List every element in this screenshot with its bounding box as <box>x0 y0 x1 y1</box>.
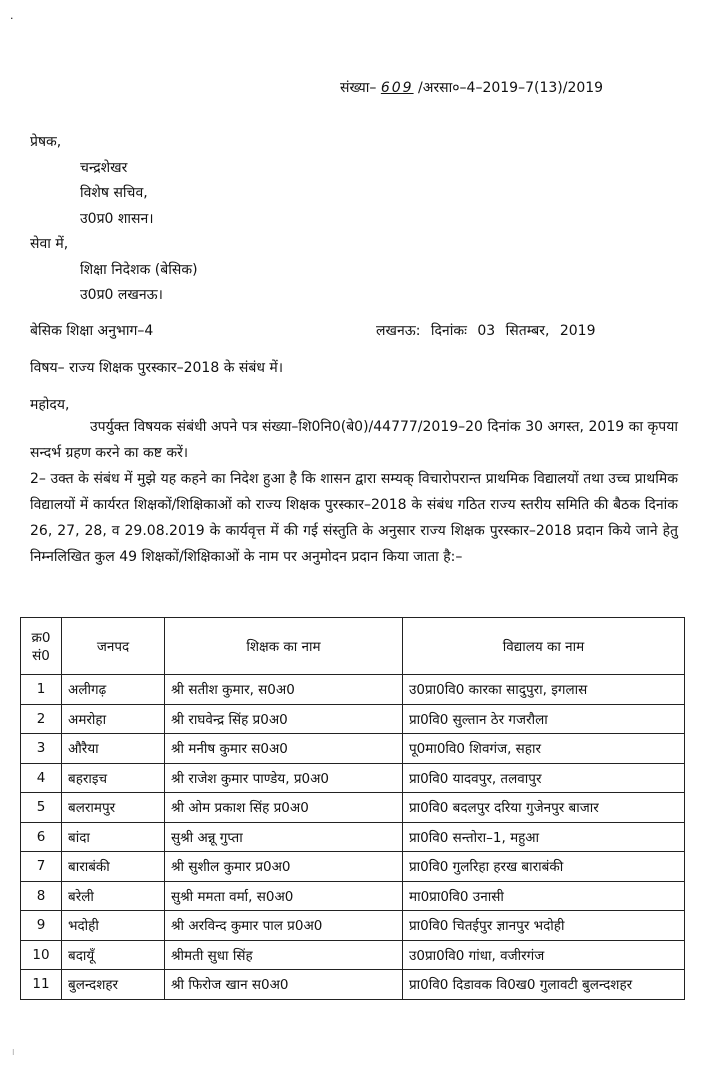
district-cell: अलीगढ़ <box>62 675 165 705</box>
table-row <box>21 970 685 1000</box>
table-row <box>21 881 685 911</box>
district-cell: अमरोहा <box>62 704 165 734</box>
ref-number: 609 <box>380 80 414 96</box>
school-cell: मा0प्रा0वि0 उनासी <box>403 881 685 911</box>
school-cell: प्रा0वि0 दिडावक वि0ख0 गुलावटी बुलन्दशहर <box>403 970 685 1000</box>
reference-number <box>340 78 603 97</box>
serial-cell: 11 <box>21 970 62 1000</box>
header-teacher: शिक्षक का नाम <box>165 618 403 675</box>
header-district: जनपद <box>62 618 165 675</box>
serial-cell: 8 <box>21 881 62 911</box>
scan-mark-dot: · <box>10 12 14 25</box>
school-cell: प्रा0वि0 गुलरिहा हरख बाराबंकी <box>403 852 685 882</box>
table-row <box>21 704 685 734</box>
teacher-cell: श्री ओम प्रकाश सिंह प्र0अ0 <box>165 793 403 823</box>
teacher-cell: सुश्री ममता वर्मा, स0अ0 <box>165 881 403 911</box>
serial-cell: 2 <box>21 704 62 734</box>
recipient-label: सेवा में, <box>30 236 69 252</box>
table-row <box>21 763 685 793</box>
salutation: महोदय, <box>30 397 70 413</box>
teacher-cell: श्रीमती सुधा सिंह <box>165 940 403 970</box>
table-row <box>21 852 685 882</box>
table-header-row <box>21 618 685 675</box>
header-school: विद्यालय का नाम <box>403 618 685 675</box>
paragraph-1: उपर्युक्त विषयक संबंधी अपने पत्र संख्या–शि0नि0(बे0)/44777/2019–20 दिनांक 30 अगस्त, 2019 का कृपया सन्दर्भ ग्रहण करने का कष्ट करें। <box>30 419 678 461</box>
sender-office: उ0प्र0 शासन। <box>80 211 154 227</box>
teacher-cell: श्री राजेश कुमार पाण्डेय, प्र0अ0 <box>165 763 403 793</box>
table-row <box>21 734 685 764</box>
school-cell: प्रा0वि0 सुल्तान ठेर गजरौला <box>403 704 685 734</box>
school-cell: पू0मा0वि0 शिवगंज, सहार <box>403 734 685 764</box>
district-cell: बलरामपुर <box>62 793 165 823</box>
sender-designation: विशेष सचिव, <box>80 185 148 201</box>
teacher-cell: श्री मनीष कुमार स0अ0 <box>165 734 403 764</box>
district-cell: बाराबंकी <box>62 852 165 882</box>
district-cell: बरेली <box>62 881 165 911</box>
section-name: बेसिक शिक्षा अनुभाग–4 <box>30 323 154 339</box>
table-row <box>21 911 685 941</box>
sender-name: चन्द्रशेखर <box>80 160 128 176</box>
district-cell: औरैया <box>62 734 165 764</box>
table-row <box>21 940 685 970</box>
district-cell: बदायूँ <box>62 940 165 970</box>
school-cell: प्रा0वि0 चितईपुर ज्ञानपुर भदोही <box>403 911 685 941</box>
serial-cell: 4 <box>21 763 62 793</box>
serial-cell: 7 <box>21 852 62 882</box>
district-cell: भदोही <box>62 911 165 941</box>
teacher-cell: श्री सतीश कुमार, स0अ0 <box>165 675 403 705</box>
serial-cell: 10 <box>21 940 62 970</box>
scan-footer-mark: ⁝ <box>12 1048 15 1057</box>
teacher-cell: श्री सुशील कुमार प्र0अ0 <box>165 852 403 882</box>
district-cell: बहराइच <box>62 763 165 793</box>
school-cell: प्रा0वि0 बदलपुर दरिया गुजेनपुर बाजार <box>403 793 685 823</box>
teacher-cell: श्री अरविन्द कुमार पाल प्र0अ0 <box>165 911 403 941</box>
teacher-cell: सुश्री अन्नू गुप्ता <box>165 822 403 852</box>
school-cell: उ0प्रा0वि0 कारका सादुपुरा, इगलास <box>403 675 685 705</box>
district-cell: बुलन्दशहर <box>62 970 165 1000</box>
table-row <box>21 675 685 705</box>
paragraph-2: 2– उक्त के संबंध में मुझे यह कहने का निदेश हुआ है कि शासन द्वारा सम्यक् विचारोपरान्त प्राथमिक विद्यालयों तथा उच्च प्राथमिक विद्यालयों में कार्यरत शिक्षकों/शिक्षिकाओं को राज्य शिक्षक पुरस्कार–2018 के संबंध गठित राज्य स्तरीय समिति की बैठक दिनांक 26, 27, 28, व 29.08.2019 के कार्यवृत्त में की गई संस्तुति के अनुसार राज्य शिक्षक पुरस्कार–2018 प्रदान किये जाने हेतु निम्नलिखित कुल 49 शिक्षकों/शिक्षिकाओं के नाम पर अनुमोदन प्रदान किया जाता है:– <box>30 471 678 565</box>
sender-label: प्रेषक, <box>30 134 62 150</box>
serial-cell: 1 <box>21 675 62 705</box>
ref-suffix: /अरसा०–4–2019–7(13)/2019 <box>418 80 604 96</box>
place-date: लखनऊ: दिनांकः 03 सितम्बर, 2019 <box>376 323 596 339</box>
district-cell: बांदा <box>62 822 165 852</box>
school-cell: प्रा0वि0 सन्तोरा–1, महुआ <box>403 822 685 852</box>
table-row <box>21 793 685 823</box>
ref-prefix: संख्या– <box>340 80 377 96</box>
serial-cell: 5 <box>21 793 62 823</box>
serial-cell: 6 <box>21 822 62 852</box>
school-cell: प्रा0वि0 यादवपुर, तलवापुर <box>403 763 685 793</box>
teacher-list-table <box>20 617 685 1000</box>
teacher-cell: श्री राघवेन्द्र सिंह प्र0अ0 <box>165 704 403 734</box>
serial-cell: 9 <box>21 911 62 941</box>
recipient-place: उ0प्र0 लखनऊ। <box>80 287 163 303</box>
table-row <box>21 822 685 852</box>
header-serial: क्र0 सं0 <box>21 618 62 675</box>
serial-cell: 3 <box>21 734 62 764</box>
subject-line: विषय– राज्य शिक्षक पुरस्कार–2018 के संबंध में। <box>30 360 284 376</box>
recipient-designation: शिक्षा निदेशक (बेसिक) <box>80 262 198 278</box>
teacher-cell: श्री फिरोज खान स0अ0 <box>165 970 403 1000</box>
school-cell: उ0प्रा0वि0 गांधा, वजीरगंज <box>403 940 685 970</box>
